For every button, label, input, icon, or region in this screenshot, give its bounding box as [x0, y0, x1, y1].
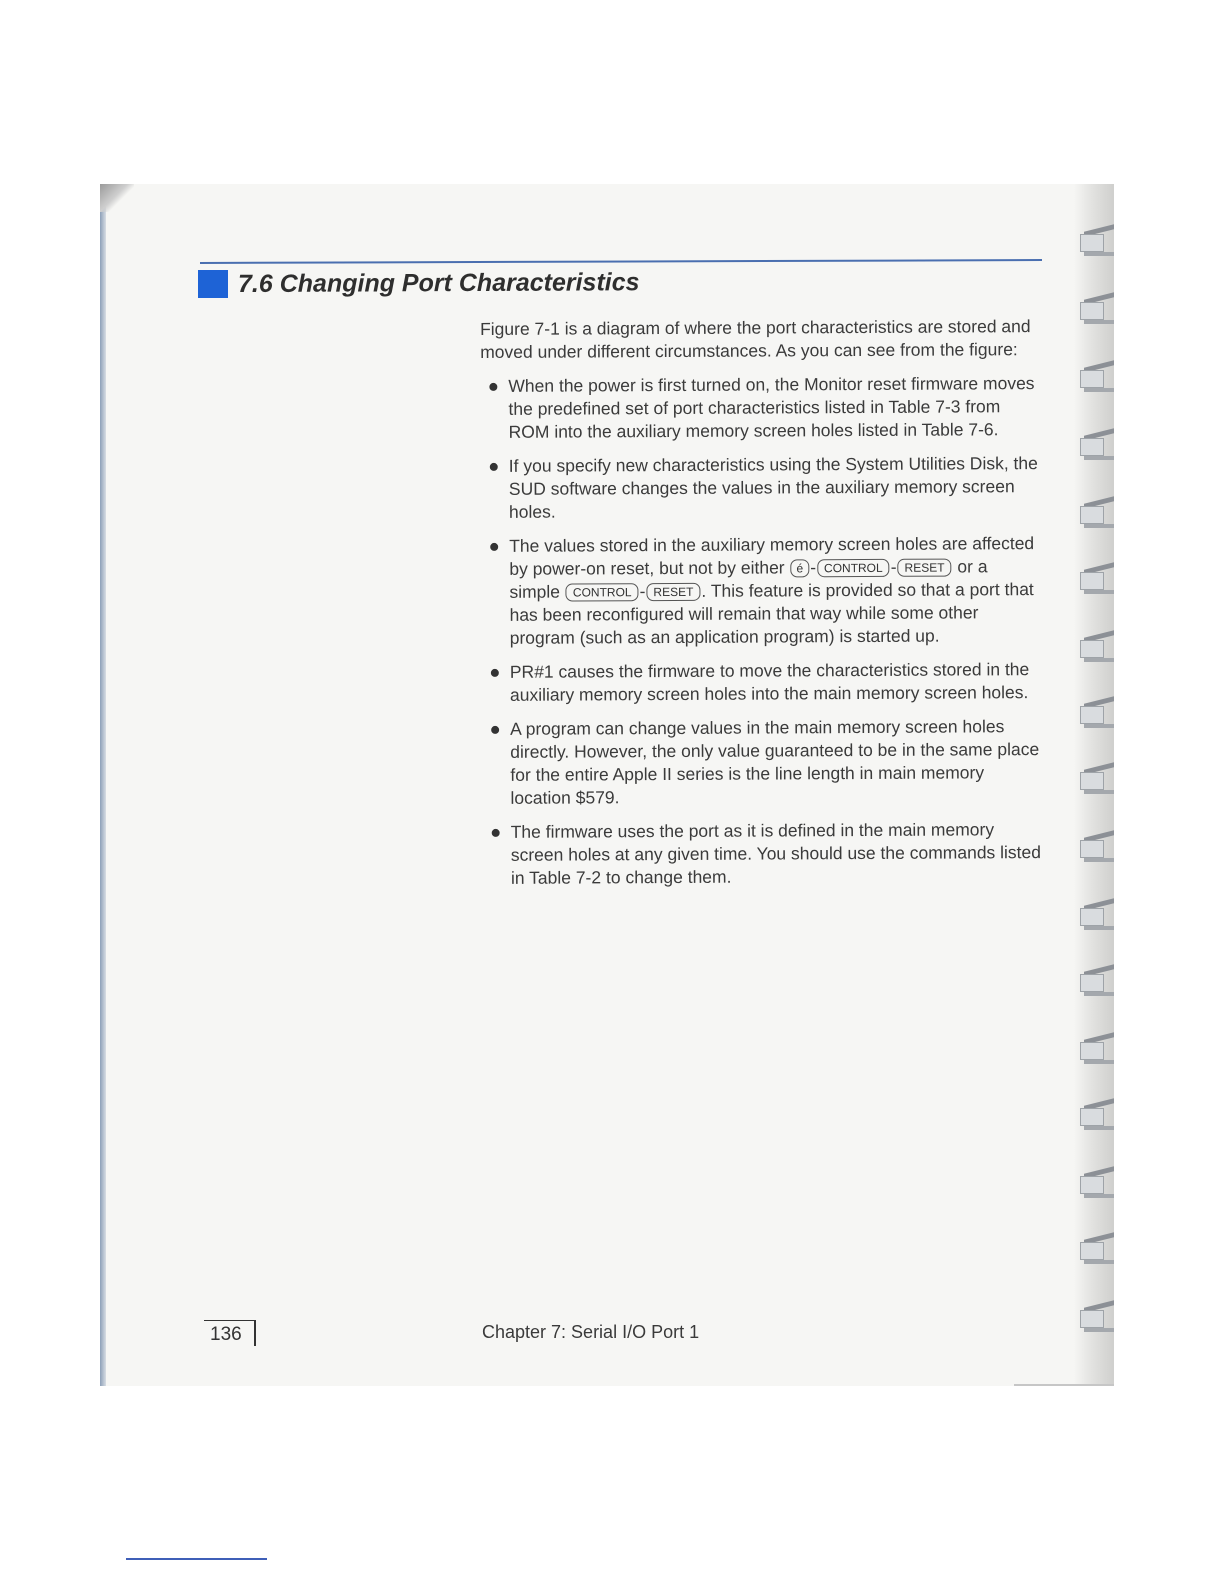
- bullet-list: [480, 372, 1043, 890]
- list-item: [483, 818, 1043, 890]
- control-key: CONTROL: [566, 583, 639, 601]
- list-item-text: A program can change values in the main memory screen holes directly. However, the only value guaranteed to be in the same place for the entire Apple II series is the line length in main memory location $579.: [510, 716, 1040, 808]
- binding-coil: [1080, 364, 1114, 394]
- binding-coil: [1080, 500, 1114, 530]
- page-number: 136: [204, 1320, 256, 1346]
- list-item-text: PR#1 causes the firmware to move the characteristics stored in the auxiliary memory screen holes into the main memory screen holes.: [509, 659, 1030, 705]
- binding-coil: [1080, 296, 1114, 326]
- bullet-icon: [490, 543, 498, 551]
- list-item: The values stored in the auxiliary memory screen holes are affected by power-on reset, but not by either é - CONTROL - RESET or a simple CONTROL - RESET . This feature is provided so that a port that has been reconfigured will remain that way while some other program (such as an application program) is started up.: [481, 532, 1042, 650]
- bullet-icon: [490, 463, 498, 471]
- binding-coil: [1080, 566, 1114, 596]
- binding-coil: [1080, 634, 1114, 664]
- list-item-text: If you specify new characteristics using the System Utilities Disk, the SUD software changes the values in the auxiliary memory screen holes.: [508, 453, 1038, 522]
- list-item: [481, 452, 1041, 524]
- list-item-text: The values stored in the auxiliary memory screen holes are affected by power-on reset, but not by either: [509, 533, 1035, 579]
- footer-rule: [126, 1558, 267, 1560]
- section-marker: [198, 270, 228, 298]
- binding-coil: [1080, 1170, 1114, 1200]
- binding-coil: [1080, 1236, 1114, 1266]
- list-item: [480, 372, 1040, 444]
- binding-coil: [1080, 1102, 1114, 1132]
- page-left-edge: [100, 196, 106, 1386]
- bullet-icon: [491, 726, 499, 734]
- control-key: CONTROL: [817, 559, 890, 577]
- bullet-icon: [492, 829, 500, 837]
- list-item: [482, 658, 1042, 707]
- binding-coil: [1080, 834, 1114, 864]
- binding-coil: [1080, 968, 1114, 998]
- list-item-text: When the power is first turned on, the Monitor reset firmware moves the predefined set of port characteristics listed in Table 7-3 from ROM into the auxiliary memory screen holes listed in Table 7-6.: [508, 373, 1035, 442]
- list-item-text: . This feature is provided so that a port that has been reconfigured will remain that way while some other program (such as an application program) is started up.: [509, 579, 1034, 648]
- binding-coil: [1080, 700, 1114, 730]
- binding-coil: [1080, 432, 1114, 462]
- reset-key: RESET: [897, 559, 951, 577]
- bullet-icon: [491, 669, 499, 677]
- binding-coil: [1080, 228, 1114, 258]
- reset-key: RESET: [646, 583, 700, 601]
- binding-coil: [1080, 1036, 1114, 1066]
- binding-coil: [1080, 766, 1114, 796]
- apple-key-icon: é: [790, 559, 809, 577]
- intro-paragraph: Figure 7-1 is a diagram of where the port characteristics are stored and moved under different circumstances. As you can see from the figure:: [480, 316, 1031, 362]
- body-text: [480, 315, 1043, 901]
- bullet-icon: [489, 383, 497, 391]
- list-item: [482, 715, 1042, 810]
- page-corner-shadow: [100, 184, 134, 212]
- binding-coil: [1080, 1304, 1114, 1334]
- section-title: 7.6 Changing Port Characteristics: [237, 268, 640, 298]
- page-bottom-edge: [1014, 1384, 1114, 1386]
- binding-coil: [1080, 902, 1114, 932]
- running-footer: Chapter 7: Serial I/O Port 1: [482, 1322, 700, 1342]
- list-item-text: The firmware uses the port as it is defined in the main memory screen holes at any given time. You should use the commands listed in Table 7-2 to change them.: [510, 819, 1042, 888]
- list-item-text: or a simple: [509, 556, 988, 602]
